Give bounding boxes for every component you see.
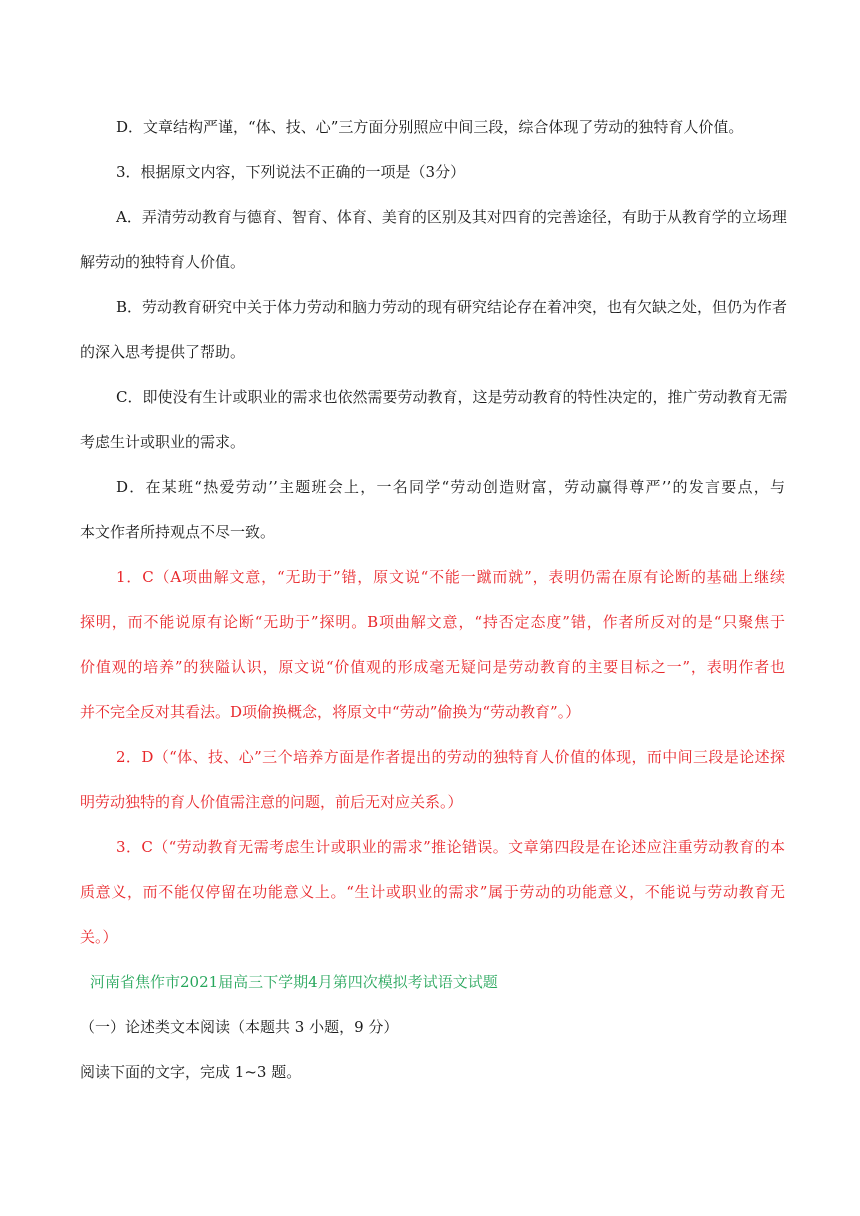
answer-2-line1: 2．D（“体、技、心”三个培养方面是作者提出的劳动的独特育人价值的体现，而中间三段是论述探 <box>116 748 785 766</box>
q3-option-c-line2: 考虑生计或职业的需求。 <box>80 433 246 451</box>
q2-option-d: D．文章结构严谨，“体、技、心”三方面分别照应中间三段，综合体现了劳动的独特育人价值。 <box>116 118 744 136</box>
q3-option-d-line2: 本文作者所持观点不尽一致。 <box>80 523 276 541</box>
answer-1-line1: 1．C（A项曲解文意，“无助于”错，原文说“不能一蹴而就”，表明仍需在原有论断的基础上继续 <box>116 568 785 586</box>
q3-option-a-line2: 解劳动的独特育人价值。 <box>80 253 246 271</box>
answer-2-line2: 明劳动独特的育人价值需注意的问题，前后无对应关系。） <box>80 793 463 811</box>
answer-3-line3: 关。） <box>80 928 118 946</box>
q3-option-b-line1: B．劳动教育研究中关于体力劳动和脑力劳动的现有研究结论存在着冲突，也有欠缺之处，但仍为作者 <box>116 298 788 316</box>
answer-1-line3: 价值观的培养”的狭隘认识，原文说“价值观的形成毫无疑问是劳动教育的主要目标之一”，表明作者也 <box>80 658 785 676</box>
section-heading: （一）论述类文本阅读（本题共 3 小题，9 分） <box>80 1018 399 1036</box>
q3-option-c-line1: C．即使没有生计或职业的需求也依然需要劳动教育，这是劳动教育的特性决定的，推广劳动教育无需 <box>116 388 788 406</box>
exam-title: 河南省焦作市2021届高三下学期4月第四次模拟考试语文试题 <box>90 973 498 991</box>
reading-instruction: 阅读下面的文字，完成 1~3 题。 <box>80 1063 302 1081</box>
q3-stem: 3．根据原文内容，下列说法不正确的一项是（3分） <box>116 163 466 181</box>
answer-1-line2: 探明，而不能说原有论断“无助于”探明。B项曲解文意，“持否定态度”错，作者所反对的是“只聚焦于 <box>80 613 785 631</box>
q3-option-d-line1: D．在某班“热爱劳动’’主题班会上，一名同学“劳动创造财富，劳动赢得尊严’’的发言要点，与 <box>116 478 785 496</box>
q3-option-b-line2: 的深入思考提供了帮助。 <box>80 343 246 361</box>
answer-3-line2: 质意义，而不能仅停留在功能意义上。“生计或职业的需求”属于劳动的功能意义，不能说与劳动教育无 <box>80 883 785 901</box>
answer-3-line1: 3．C（“劳动教育无需考虑生计或职业的需求”推论错误。文章第四段是在论述应注重劳动教育的本 <box>116 838 785 856</box>
q3-option-a-line1: A．弄清劳动教育与德育、智育、体育、美育的区别及其对四育的完善途径，有助于从教育学的立场理 <box>116 208 787 226</box>
answer-1-line4: 并不完全反对其看法。D项偷换概念，将原文中“劳动”偷换为“劳动教育”。） <box>80 703 581 721</box>
